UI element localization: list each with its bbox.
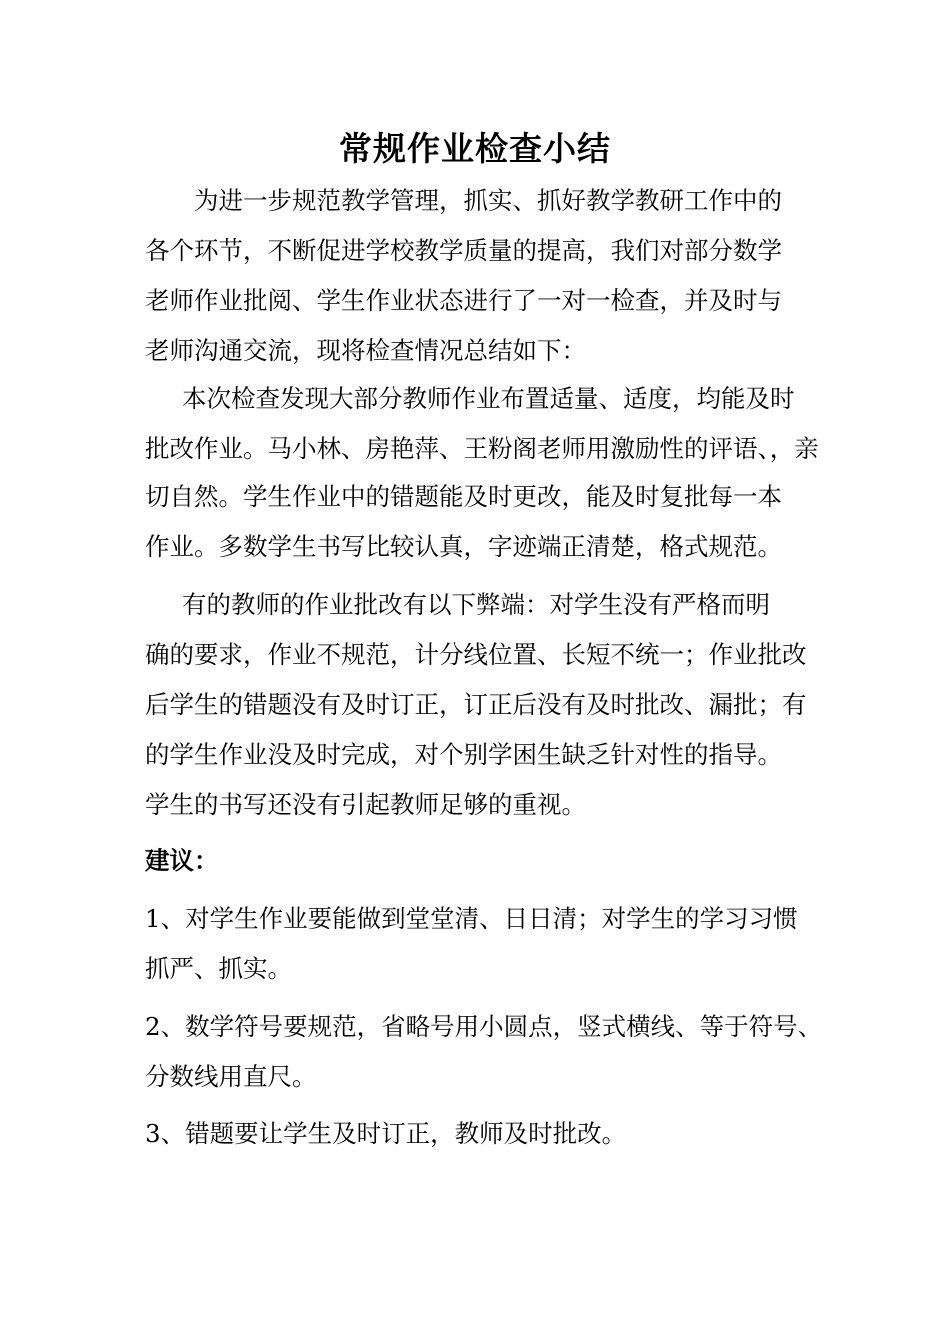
findings-line-1: 本次检查发现大部分教师作业布置适量、适度，均能及时 [182,384,795,413]
intro-line-3: 老师作业批阅、学生作业状态进行了一对一检查，并及时与 [145,286,782,315]
suggestion-1-line-1: 1、对学生作业要能做到堂堂清、日日清；对学生的学习习惯 [145,904,798,933]
suggestion-1-line-2: 抓严、抓实。 [145,954,292,983]
intro-line-4: 老师沟通交流，现将检查情况总结如下： [145,336,586,365]
findings-line-4: 作业。多数学生书写比较认真，字迹端正清楚，格式规范。 [145,532,782,561]
problems-line-4: 的学生作业没及时完成，对个别学困生缺乏针对性的指导。 [145,740,782,769]
intro-line-2: 各个环节，不断促进学校教学质量的提高，我们对部分数学 [145,236,782,265]
problems-line-5: 学生的书写还没有引起教师足够的重视。 [145,790,586,819]
findings-line-3: 切自然。学生作业中的错题能及时更改，能及时复批每一本 [145,482,782,511]
problems-line-2: 确的要求，作业不规范，计分线位置、长短不统一；作业批改 [145,640,807,669]
document-title: 常规作业检查小结 [339,129,611,168]
suggestion-2-line-2: 分数线用直尺。 [145,1062,317,1091]
suggestions-heading: 建议： [145,846,219,875]
problems-line-1: 有的教师的作业批改有以下弊端：对学生没有严格而明 [182,590,770,619]
findings-line-2: 批改作业。马小林、房艳萍、王粉阁老师用激励性的评语、，亲 [145,434,819,463]
suggestion-3-line-1: 3、错题要让学生及时订正，教师及时批改。 [145,1119,627,1148]
suggestion-2-line-1: 2、数学符号要规范，省略号用小圆点，竖式横线、等于符号、 [145,1012,823,1041]
intro-line-1: 为进一步规范教学管理，抓实、抓好教学教研工作中的 [194,186,782,215]
problems-line-3: 后学生的错题没有及时订正，订正后没有及时批改、漏批；有 [145,690,807,719]
